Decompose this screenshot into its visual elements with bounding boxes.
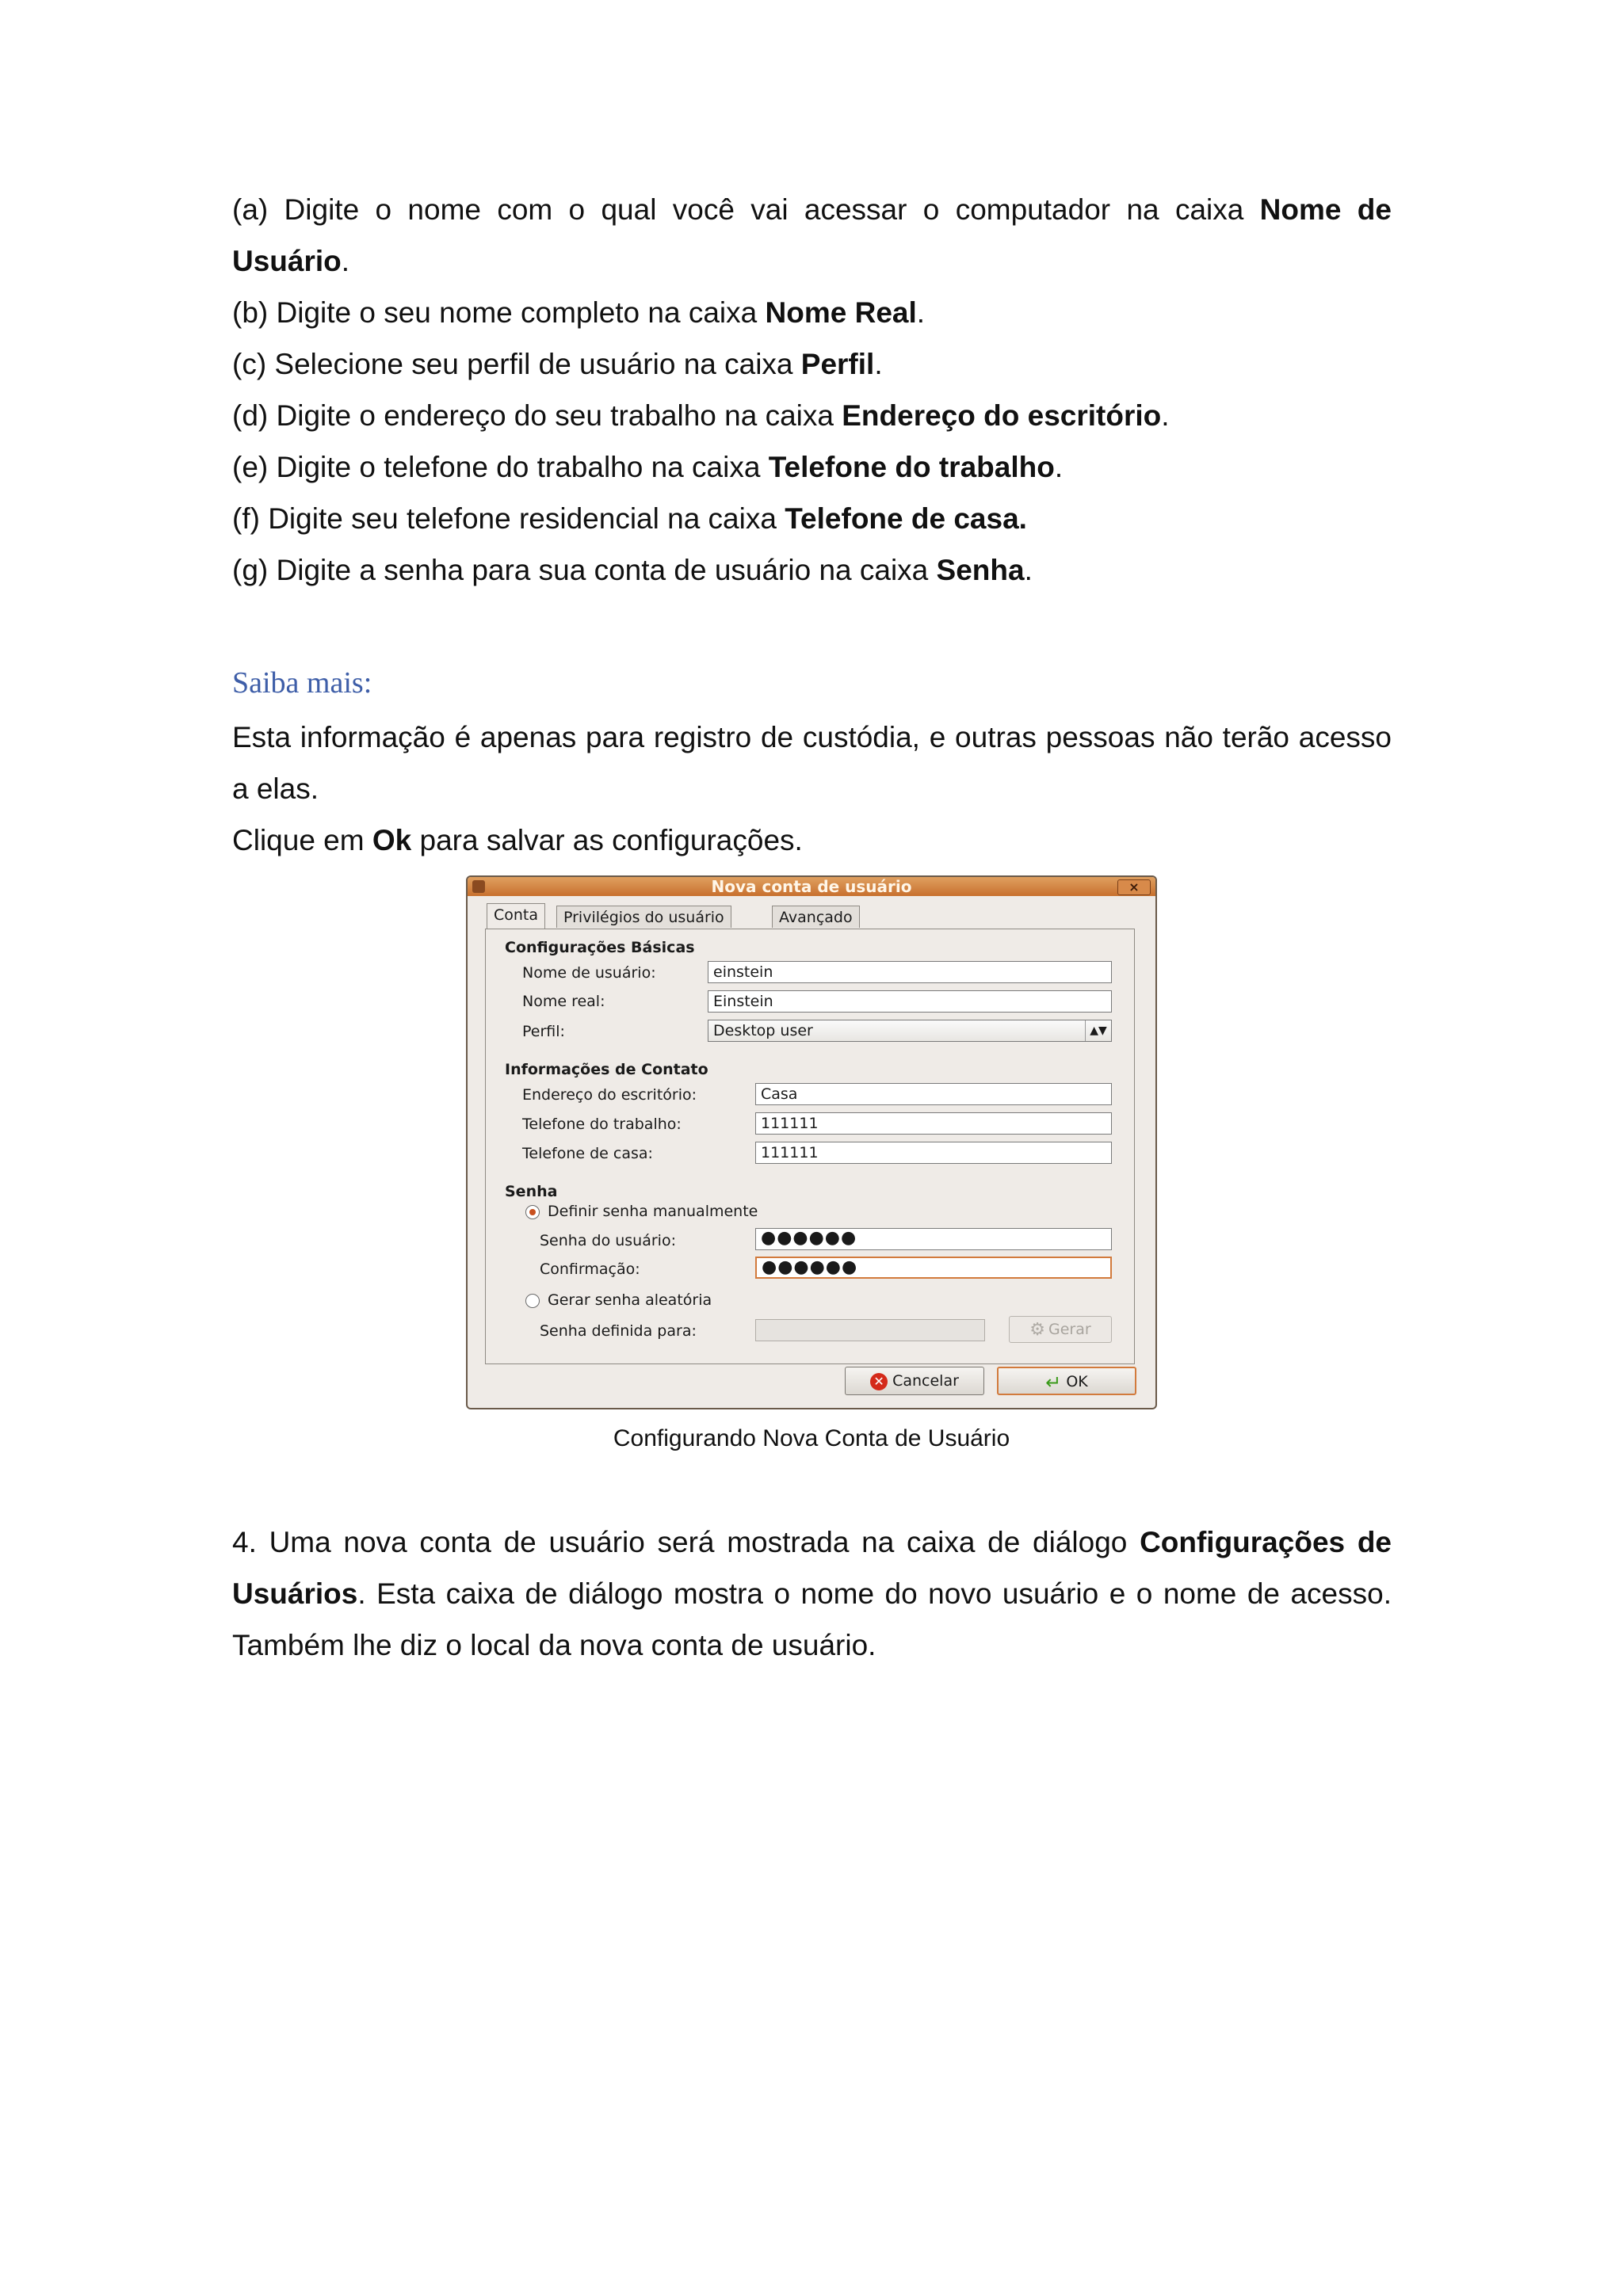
dialog-titlebar	[468, 877, 1155, 896]
saiba-mais-heading: Saiba mais:	[232, 666, 372, 700]
ok-button[interactable]: ↵ OK	[997, 1367, 1136, 1395]
username-field[interactable]: einstein	[708, 961, 1112, 983]
instruction-g: (g) Digite a senha para sua conta de usuário na caixa Senha.	[232, 554, 1033, 586]
password-label: Senha do usuário:	[540, 1232, 676, 1249]
close-icon[interactable]: ×	[1117, 879, 1151, 895]
window-menu-icon[interactable]	[472, 880, 485, 893]
instruction-b: (b) Digite o seu nome completo na caixa Nome Real.	[232, 296, 926, 329]
realname-label: Nome real:	[522, 993, 605, 1010]
manual-password-label: Definir senha manualmente	[548, 1203, 758, 1220]
homephone-label: Telefone de casa:	[522, 1145, 653, 1162]
instruction-f: (f) Digite seu telefone residencial na caixa Telefone de casa.	[232, 502, 1027, 535]
basic-settings-heading: Configurações Básicas	[505, 939, 695, 956]
random-set-label: Senha definida para:	[540, 1322, 697, 1340]
generate-button[interactable]: ⚙ Gerar	[1009, 1316, 1112, 1343]
new-user-dialog	[466, 875, 1157, 1409]
cancel-button[interactable]: ✕ Cancelar	[845, 1367, 984, 1395]
saiba-mais-body	[232, 711, 1392, 866]
workphone-label: Telefone do trabalho:	[522, 1116, 682, 1133]
random-password-field	[755, 1319, 985, 1341]
tab-conta[interactable]: Conta	[487, 903, 545, 929]
instruction-list	[232, 184, 1392, 596]
office-label: Endereço do escritório:	[522, 1086, 697, 1104]
dialog-title: Nova conta de usuário	[711, 877, 912, 896]
random-password-radio[interactable]	[525, 1294, 540, 1308]
random-password-label: Gerar senha aleatória	[548, 1291, 712, 1309]
click-ok-instruction: Clique em Ok para salvar as configurações.	[232, 824, 803, 856]
instruction-c: (c) Selecione seu perfil de usuário na caixa Perfil.	[232, 348, 883, 380]
office-field[interactable]: Casa	[755, 1083, 1112, 1105]
homephone-field[interactable]: 111111	[755, 1142, 1112, 1164]
tab-panel-conta	[485, 929, 1135, 1364]
instruction-d: (d) Digite o endereço do seu trabalho na caixa Endereço do escritório.	[232, 399, 1170, 432]
confirm-label: Confirmação:	[540, 1261, 640, 1278]
manual-password-radio[interactable]	[525, 1205, 540, 1219]
saiba-mais-section	[232, 658, 1392, 709]
realname-field[interactable]: Einstein	[708, 990, 1112, 1013]
combo-arrows-icon: ▲▼	[1085, 1020, 1111, 1041]
profile-value: Desktop user	[713, 1022, 813, 1039]
gear-icon: ⚙	[1029, 1319, 1046, 1340]
step-4-text: 4. Uma nova conta de usuário será mostrada na caixa de diálogo Configurações de Usuários. Esta caixa de diálogo mostra o nome do novo usuário e o nome de acesso. Também lhe diz o local da nova conta de usuário.	[232, 1526, 1392, 1661]
password-heading: Senha	[505, 1183, 558, 1200]
profile-select[interactable]	[708, 1020, 1112, 1042]
cancel-icon: ✕	[870, 1373, 888, 1390]
password-field[interactable]: ●●●●●●	[755, 1228, 1112, 1250]
username-label: Nome de usuário:	[522, 964, 656, 982]
instruction-e: (e) Digite o telefone do trabalho na caixa Telefone do trabalho.	[232, 451, 1064, 483]
tab-avancado[interactable]: Avançado	[772, 906, 860, 928]
confirm-password-field[interactable]: ●●●●●●	[755, 1257, 1112, 1279]
profile-label: Perfil:	[522, 1023, 565, 1040]
saiba-mais-text: Esta informação é apenas para registro de custódia, e outras pessoas não terão acesso a elas.	[232, 721, 1392, 805]
instruction-a: (a) Digite o nome com o qual você vai acessar o computador na caixa Nome de Usuário.	[232, 193, 1392, 277]
tab-privilegios[interactable]: Privilégios do usuário	[556, 906, 731, 928]
ok-arrow-icon: ↵	[1045, 1371, 1062, 1394]
contact-info-heading: Informações de Contato	[505, 1061, 708, 1078]
step-4-paragraph	[232, 1516, 1392, 1671]
figure-caption: Configurando Nova Conta de Usuário	[613, 1425, 1010, 1451]
workphone-field[interactable]: 111111	[755, 1112, 1112, 1135]
